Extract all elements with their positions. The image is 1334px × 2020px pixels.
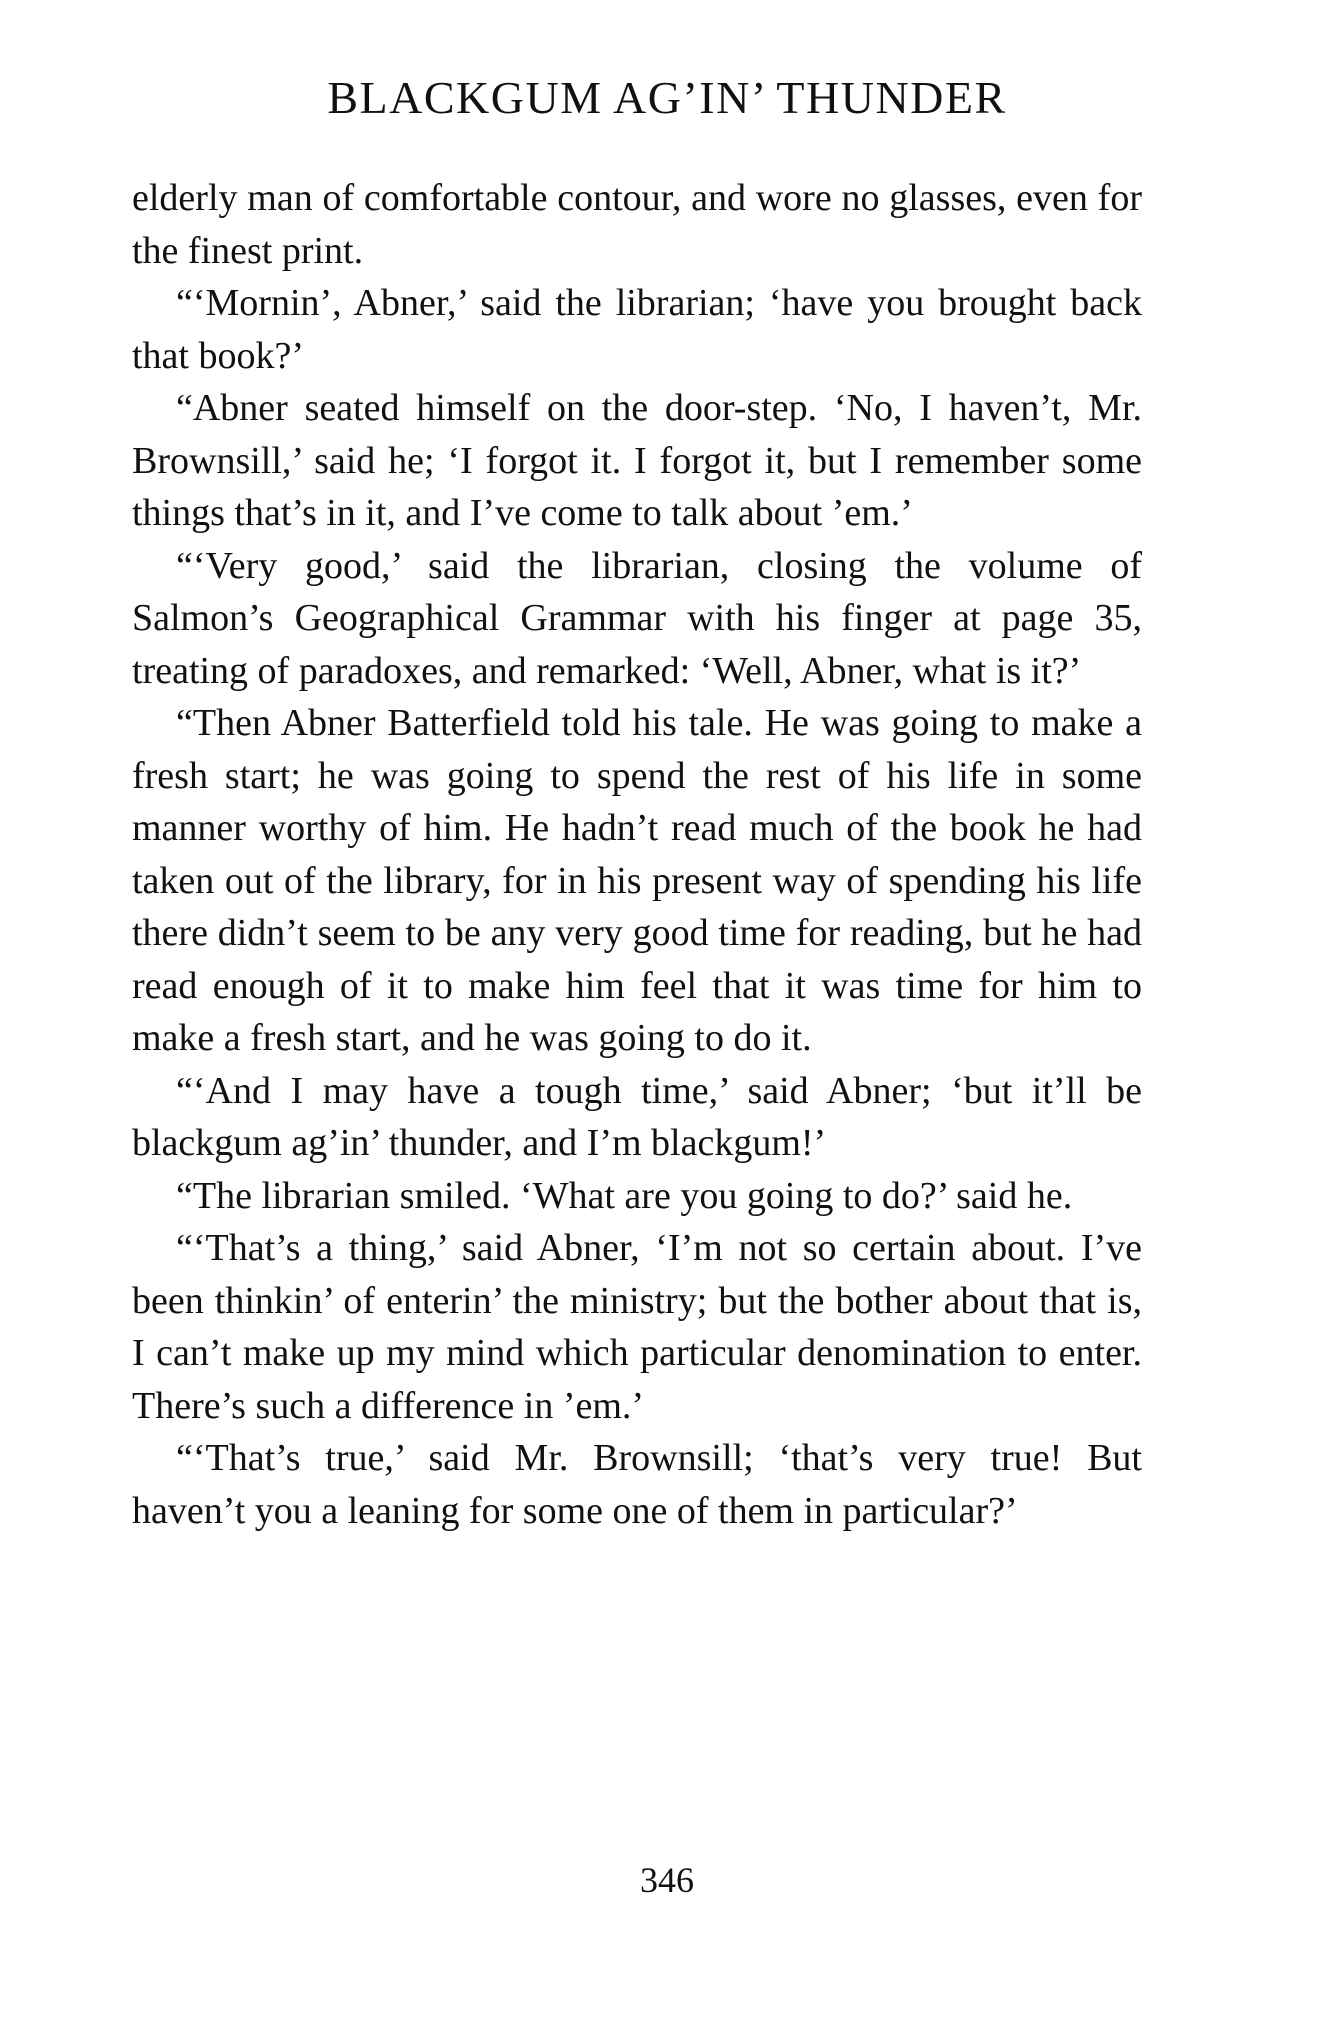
running-head: BLACKGUM AG’IN’ THUNDER — [327, 72, 1007, 123]
paragraph: “‘That’s true,’ said Mr. Brownsill; ‘that’s very true! But haven’t you a leaning for some one of them in particular?’ — [132, 1437, 1142, 1532]
paragraph: “‘Mornin’, Abner,’ said the librarian; ‘have you brought back that book?’ — [132, 282, 1142, 377]
paragraph: “‘And I may have a tough time,’ said Abner; ‘but it’ll be blackgum ag’in’ thunder, and I’m blackgum!’ — [132, 1069, 1142, 1164]
paragraph: “‘Very good,’ said the librarian, closing the volume of Salmon’s Geographical Grammar with his finger at page 35, treating of paradoxes, and remarked: ‘Well, Abner, what is it?’ — [132, 544, 1142, 692]
paragraph: “‘That’s a thing,’ said Abner, ‘I’m not so certain about. I’ve been thinkin’ of enterin’ the ministry; but the bother about that is, I can’t make up my mind which particular denomination to enter. There’s such a difference in ’em.’ — [132, 1227, 1142, 1427]
paragraph: “Then Abner Batterfield told his tale. He was going to make a fresh start; he was going to spend the rest of his life in some manner worthy of him. He hadn’t read much of the book he had taken out of the library, for in his present way of spending his life there didn’t seem to be any very good time for reading, but he had read enough of it to make him feel that it was time for him to make a fresh start, and he was going to do it. — [132, 702, 1142, 1059]
body-text — [132, 172, 1142, 1537]
paragraph: “Abner seated himself on the door-step. ‘No, I haven’t, Mr. Brownsill,’ said he; ‘I forgot it. I forgot it, but I remember some things that’s in it, and I’ve come to talk about ’em.’ — [132, 387, 1142, 534]
paragraph: elderly man of comfortable contour, and wore no glasses, even for the finest print. — [132, 177, 1142, 272]
paragraph: “The librarian smiled. ‘What are you going to do?’ said he. — [176, 1174, 1073, 1217]
page-number: 346 — [640, 1860, 694, 1900]
